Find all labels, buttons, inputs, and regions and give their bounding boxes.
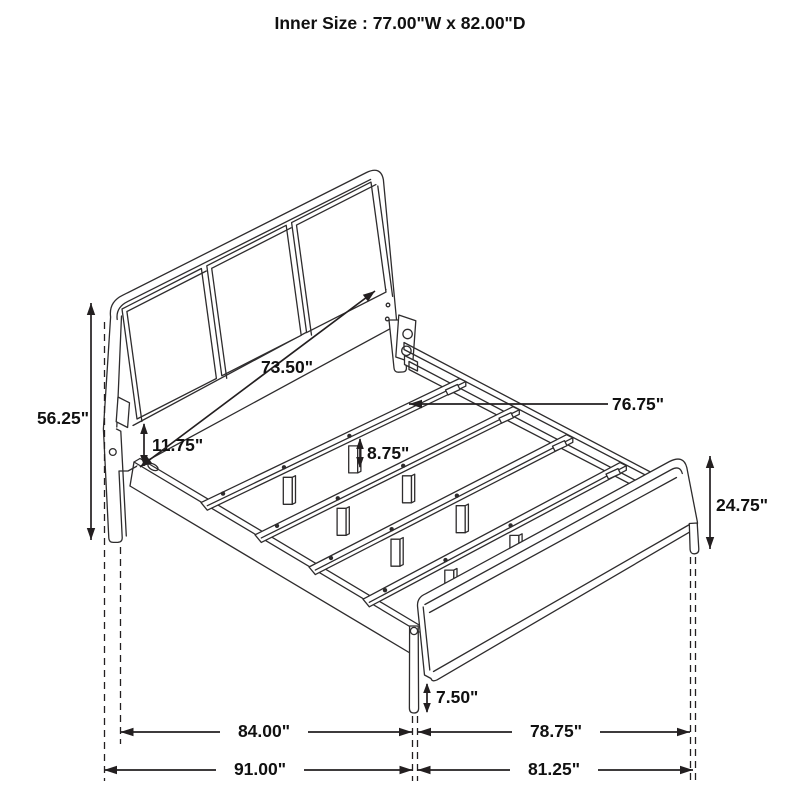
left-rail-bottom-edge — [130, 486, 415, 656]
dim-label-headboard-height: 56.25" — [36, 408, 90, 428]
page-title: Inner Size : 77.00"W x 82.00"D — [274, 13, 526, 33]
left-rail-outer-top-edge — [134, 462, 419, 632]
dimension-7-50 — [423, 683, 478, 713]
left-side-rail — [130, 459, 425, 657]
dim-label-overall-width: 81.25" — [527, 759, 581, 779]
dimension-81-25 — [418, 758, 694, 779]
dim-label-footboard-leg-height: 7.50" — [436, 687, 479, 707]
dim-label-rail-span: 84.00" — [237, 721, 291, 741]
dimension-84-00 — [121, 720, 413, 741]
dimension-56-25 — [37, 303, 95, 540]
dim-label-headboard-rail-height: 11.75" — [152, 435, 204, 455]
dimension-24-75 — [706, 456, 768, 549]
dimension-78-75 — [418, 720, 690, 741]
footboard-right-leg — [689, 523, 699, 554]
slat-screw-dot — [329, 556, 333, 560]
slat-screw-dot — [221, 491, 225, 495]
dimension-76-75 — [409, 394, 664, 414]
slat-screw-dot — [275, 524, 279, 528]
bracket-hole-1 — [403, 329, 412, 338]
dim-label-overall-depth: 91.00" — [233, 759, 287, 779]
dimension-91-00 — [104, 758, 413, 779]
right-rail-top-bar — [404, 343, 681, 493]
dim-label-slat-length: 76.75" — [612, 394, 665, 414]
footboard-left-leg — [409, 626, 418, 713]
headboard-left-rail-cleat — [116, 397, 129, 428]
right-metal-slat-rail — [409, 362, 670, 503]
dim-label-headboard-rail-length: 73.50" — [260, 357, 314, 377]
dim-label-footboard-span: 78.75" — [529, 721, 583, 741]
dim-label-footboard-height: 24.75" — [716, 495, 769, 515]
dim-label-slat-leg-height: 8.75" — [367, 443, 410, 463]
left-rail-inner-top-edge — [140, 459, 425, 629]
slat-2 — [255, 407, 519, 543]
slat-screw-dot — [383, 588, 387, 592]
